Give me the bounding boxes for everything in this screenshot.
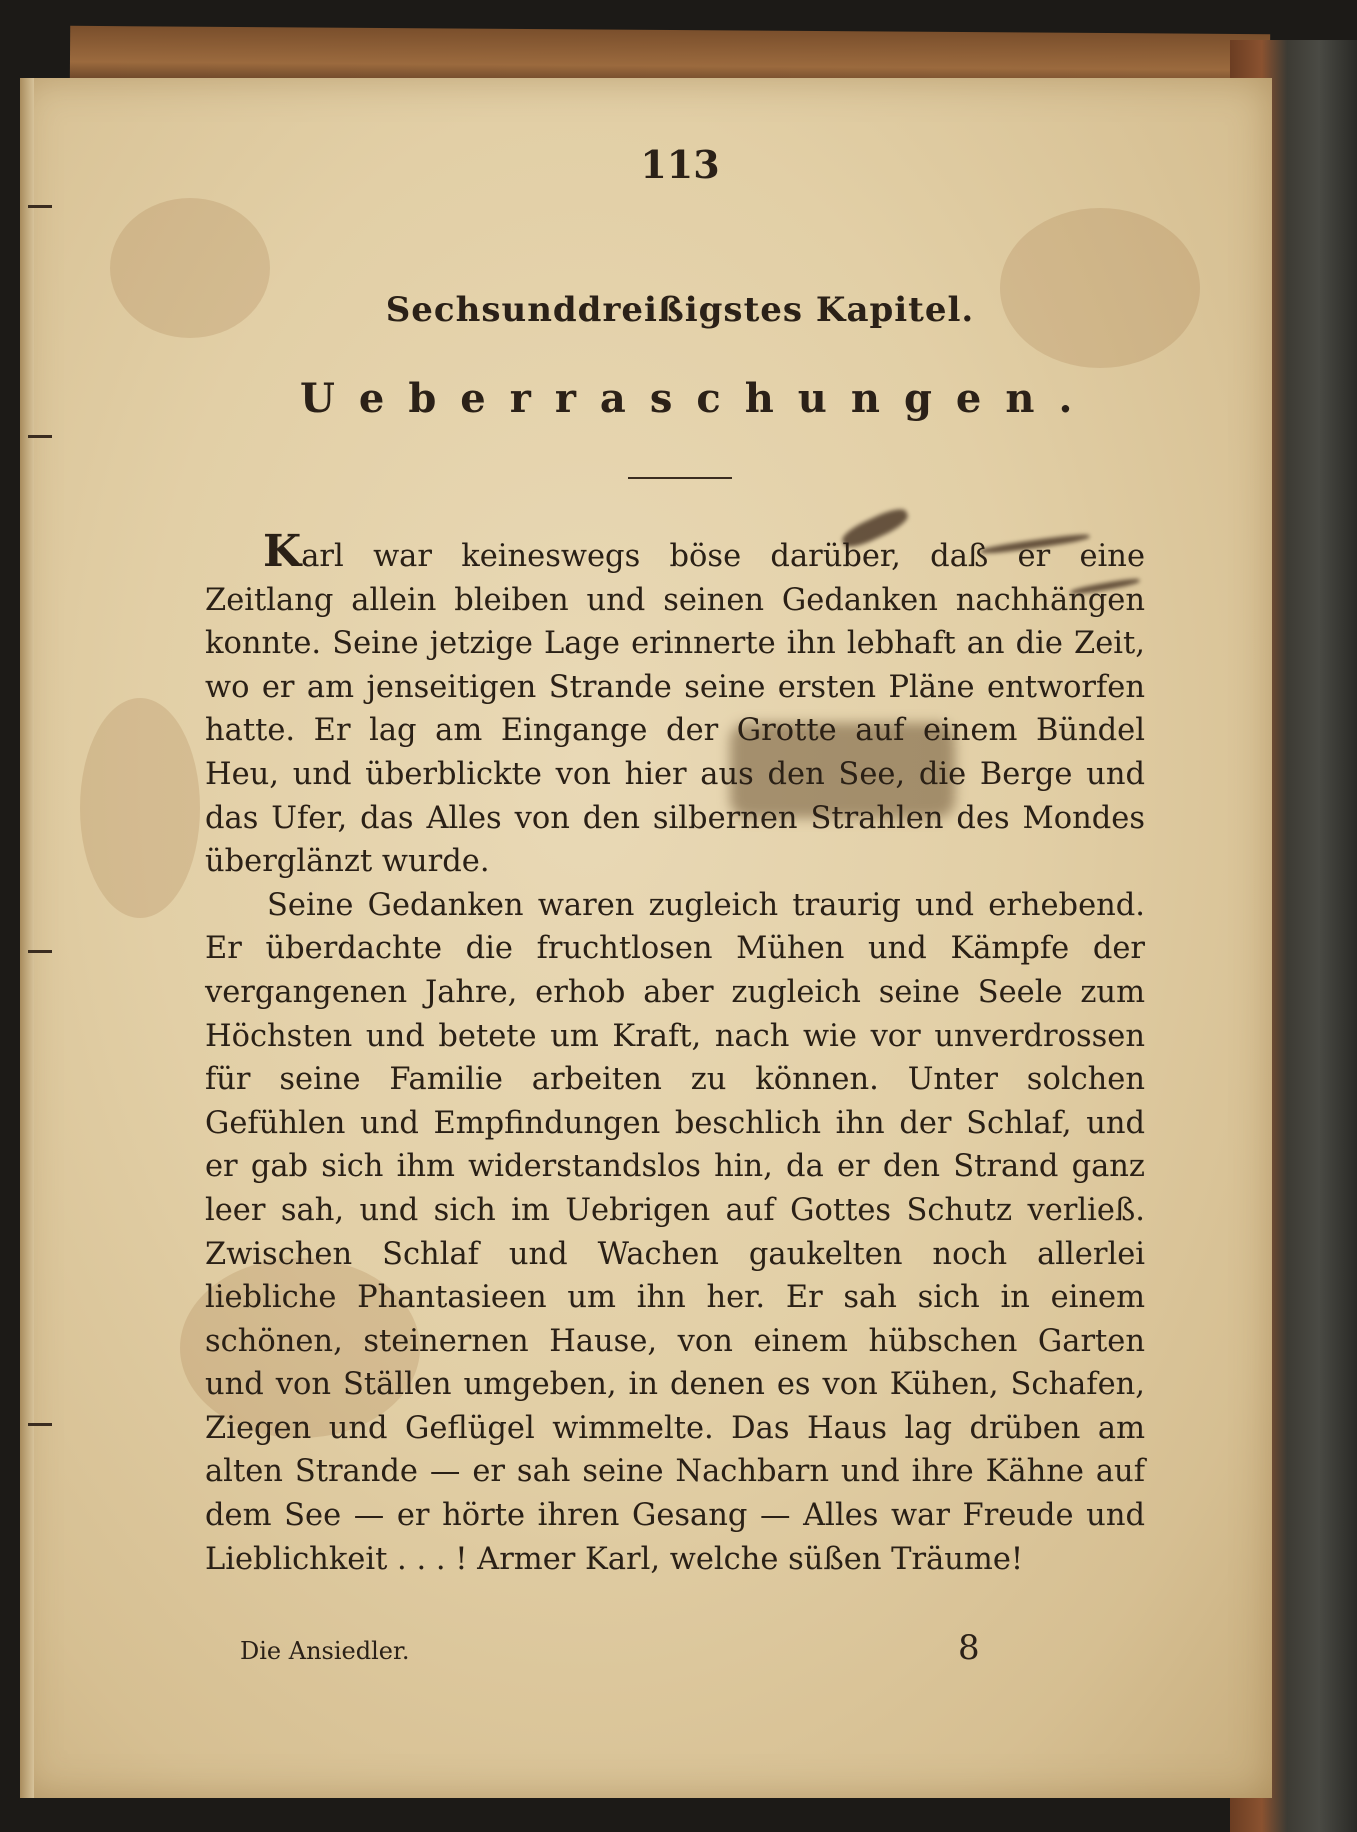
body-text xyxy=(205,526,1145,1581)
paragraph: Karl war keineswegs böse darüber, daß er eine Zeitlang allein bleiben und seinen Gedanken nachhängen konnte. Seine jetzige Lage erinnerte ihn lebhaft an die Zeit, wo er am jenseitigen Strande seine ersten Pläne entworfen hatte. Er lag am Eingange der Grotte auf einem Bündel Heu, und überblickte von hier aus den See, die Berge und das Ufer, das Alles von den silbernen Strahlen des Mondes überglänzt wurde. xyxy=(205,526,1145,880)
binding-stitch xyxy=(28,205,52,208)
paper-stain xyxy=(110,198,270,338)
binding-stitch xyxy=(28,435,52,438)
page-number: 113 xyxy=(640,142,720,187)
paper-stain xyxy=(1000,208,1200,368)
paper-stain xyxy=(80,698,200,918)
footer-signature-mark: 8 xyxy=(958,1628,980,1668)
title-divider xyxy=(628,477,732,479)
binding-stitch xyxy=(28,950,52,953)
paragraph: Seine Gedanken waren zugleich traurig und erhebend. Er überdachte die fruchtlosen Mühen und Kämpfe der vergangenen Jahre, erhob aber zugleich seine Seele zum Höchsten und betete um Kraft, nach wie vor unverdrossen für seine Familie arbeiten zu können. Unter solchen Gefühlen und Empfindungen beschlich ihn der Schlaf, und er gab sich ihm widerstandslos hin, da er den Strand ganz leer sah, und sich im Uebrigen auf Gottes Schutz verließ. Zwischen Schlaf und Wachen gaukelten noch allerlei liebliche Phantasieen um ihn her. Er sah sich in einem schönen, steinernen Hause, von einem hübschen Garten und von Ställen umgeben, in denen es von Kühen, Schafen, Ziegen und Geflügel wimmelte. Das Haus lag drüben am alten Strande — er sah seine Nachbarn und ihre Kähne auf dem See — er hörte ihren Gesang — Alles war Freude und Lieblichkeit . . . ! Armer Karl, welche süßen Träume! xyxy=(205,887,1145,1577)
page-gutter xyxy=(20,78,34,1798)
binding-stitch xyxy=(28,1423,52,1426)
chapter-title: Ueberraschungen. xyxy=(300,375,1097,422)
chapter-heading: Sechsunddreißigstes Kapitel. xyxy=(385,290,975,330)
footer-book-title: Die Ansiedler. xyxy=(240,1637,410,1665)
